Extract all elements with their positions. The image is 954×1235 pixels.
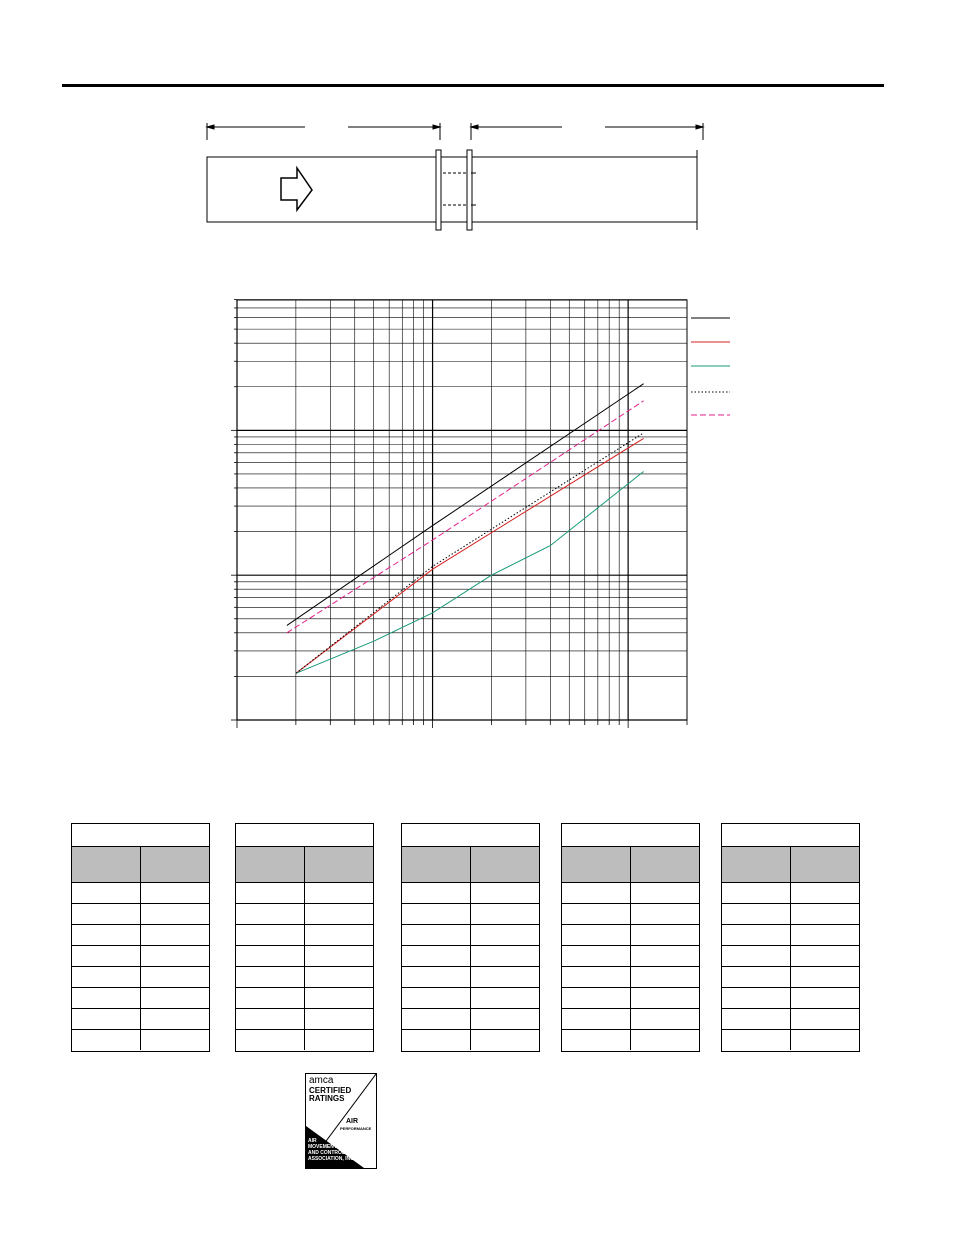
table-row (402, 1030, 539, 1050)
table-title-cell (402, 824, 539, 847)
table-cell (631, 883, 699, 903)
table-cell (236, 883, 305, 903)
table-cell (402, 967, 471, 987)
table-row (562, 925, 699, 946)
table-header-cell (631, 847, 699, 882)
table-row (722, 1030, 859, 1050)
table-cell (791, 883, 859, 903)
table-title-cell (562, 824, 699, 847)
table-cell (402, 1030, 471, 1050)
plot-frame (237, 300, 687, 720)
performance-table (71, 823, 210, 1052)
table-row (402, 883, 539, 904)
table-cell (305, 1009, 373, 1029)
table-cell (305, 925, 373, 945)
table-cell (471, 1009, 539, 1029)
table-cell (72, 925, 141, 945)
table-cell (562, 904, 631, 924)
table-row (562, 988, 699, 1009)
table-cell (471, 925, 539, 945)
table-row (72, 988, 209, 1009)
table-cell (791, 1030, 859, 1050)
table-cell (722, 946, 791, 966)
table-row (236, 904, 373, 925)
table-cell (631, 967, 699, 987)
table-cell (791, 967, 859, 987)
table-row (722, 967, 859, 988)
table-cell (562, 883, 631, 903)
table-cell (141, 967, 209, 987)
table-cell (722, 883, 791, 903)
table-cell (141, 883, 209, 903)
table-row (236, 946, 373, 967)
table-header-cell (791, 847, 859, 882)
table-cell (471, 883, 539, 903)
table-row (402, 946, 539, 967)
table-cell (72, 967, 141, 987)
table-cell (402, 988, 471, 1008)
table-cell (141, 925, 209, 945)
table-row (722, 904, 859, 925)
table-title-cell (722, 824, 859, 847)
table-cell (562, 946, 631, 966)
table-row (722, 946, 859, 967)
table-cell (631, 1009, 699, 1029)
table-cell (791, 1009, 859, 1029)
series-line (296, 433, 644, 673)
seal-text: RATINGS (309, 1094, 345, 1103)
table-cell (722, 925, 791, 945)
table-cell (236, 988, 305, 1008)
table-cell (631, 946, 699, 966)
table-cell (72, 1030, 141, 1050)
table-header-row (72, 847, 209, 883)
table-cell (402, 904, 471, 924)
table-cell (305, 988, 373, 1008)
table-cell (471, 946, 539, 966)
table-row (562, 946, 699, 967)
table-cell (141, 904, 209, 924)
table-cell (562, 1009, 631, 1029)
table-row (72, 967, 209, 988)
table-cell (402, 1009, 471, 1029)
table-row (722, 883, 859, 904)
table-row (402, 904, 539, 925)
table-header-cell (72, 847, 141, 882)
table-cell (471, 967, 539, 987)
table-cell (236, 904, 305, 924)
table-cell (402, 883, 471, 903)
table-cell (236, 925, 305, 945)
table-row (562, 1009, 699, 1030)
table-row (402, 1009, 539, 1030)
table-cell (562, 988, 631, 1008)
table-cell (631, 904, 699, 924)
table-row (72, 925, 209, 946)
table-cell (402, 946, 471, 966)
table-cell (562, 925, 631, 945)
table-cell (791, 988, 859, 1008)
table-row (722, 925, 859, 946)
table-cell (141, 1009, 209, 1029)
table-header-cell (471, 847, 539, 882)
table-cell (236, 967, 305, 987)
seal-text: ASSOCIATION, INC. (308, 1156, 356, 1162)
table-cell (72, 904, 141, 924)
seal-text: amca (309, 1075, 334, 1086)
table-cell (791, 904, 859, 924)
table-header-row (562, 847, 699, 883)
seal-text: PERFORMANCE (340, 1126, 372, 1131)
table-cell (471, 904, 539, 924)
table-header-cell (141, 847, 209, 882)
table-cell (236, 1030, 305, 1050)
performance-table (721, 823, 860, 1052)
table-cell (72, 946, 141, 966)
series-line (287, 401, 644, 633)
table-row (722, 988, 859, 1009)
table-cell (631, 1030, 699, 1050)
table-row (562, 904, 699, 925)
table-cell (402, 925, 471, 945)
table-row (236, 988, 373, 1009)
table-row (236, 925, 373, 946)
table-cell (305, 967, 373, 987)
table-row (402, 988, 539, 1009)
table-row (402, 925, 539, 946)
table-cell (141, 988, 209, 1008)
seal-text: MOVEMENT (308, 1144, 337, 1150)
table-cell (722, 1030, 791, 1050)
table-row (562, 967, 699, 988)
table-row (236, 883, 373, 904)
table-cell (141, 946, 209, 966)
table-row (722, 1009, 859, 1030)
table-cell (72, 1009, 141, 1029)
table-row (236, 967, 373, 988)
table-cell (631, 988, 699, 1008)
table-cell (471, 988, 539, 1008)
table-cell (72, 988, 141, 1008)
table-header-row (722, 847, 859, 883)
table-cell (141, 1030, 209, 1050)
table-row (72, 1030, 209, 1050)
seal-text: AND CONTROL (308, 1150, 345, 1156)
table-row (236, 1030, 373, 1050)
table-row (72, 1009, 209, 1030)
series-line (296, 438, 644, 673)
table-header-cell (562, 847, 631, 882)
table-row (562, 883, 699, 904)
seal-text: AIR (308, 1138, 317, 1144)
seal-text: AIR (346, 1118, 359, 1125)
table-cell (305, 946, 373, 966)
amca-certified-ratings-seal (305, 1073, 377, 1169)
performance-table (235, 823, 374, 1052)
table-header-row (402, 847, 539, 883)
table-title-cell (72, 824, 209, 847)
table-cell (471, 1030, 539, 1050)
table-header-cell (236, 847, 305, 882)
table-cell (305, 904, 373, 924)
seal-text: CERTIFIED (309, 1086, 352, 1095)
table-header-cell (402, 847, 471, 882)
table-row (72, 883, 209, 904)
table-header-cell (305, 847, 373, 882)
table-header-cell (722, 847, 791, 882)
table-cell (305, 883, 373, 903)
table-cell (722, 904, 791, 924)
series-line (296, 472, 644, 674)
table-cell (236, 946, 305, 966)
table-cell (562, 967, 631, 987)
table-row (562, 1030, 699, 1050)
table-cell (722, 988, 791, 1008)
table-cell (562, 1030, 631, 1050)
table-cell (236, 1009, 305, 1029)
table-cell (791, 946, 859, 966)
performance-table (561, 823, 700, 1052)
table-row (72, 904, 209, 925)
performance-table (401, 823, 540, 1052)
table-cell (791, 925, 859, 945)
table-cell (72, 883, 141, 903)
table-cell (722, 1009, 791, 1029)
table-title-cell (236, 824, 373, 847)
table-cell (631, 925, 699, 945)
table-row (72, 946, 209, 967)
table-cell (305, 1030, 373, 1050)
table-cell (722, 967, 791, 987)
table-header-row (236, 847, 373, 883)
table-row (402, 967, 539, 988)
table-row (236, 1009, 373, 1030)
